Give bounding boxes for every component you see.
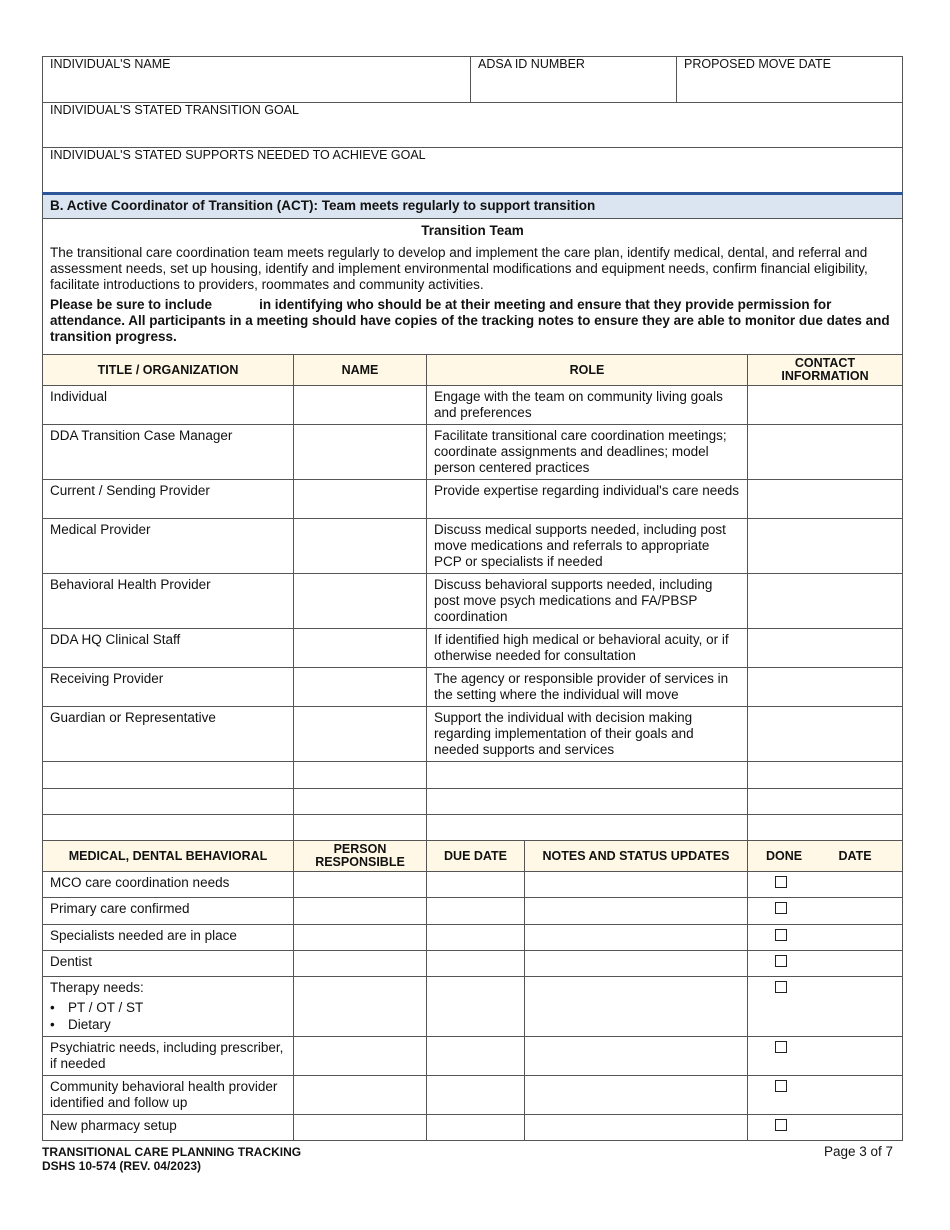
notes-cell[interactable]: [525, 1076, 748, 1115]
due-date-cell[interactable]: [427, 1076, 525, 1115]
team-role: Engage with the team on community living goals and preferences: [427, 386, 748, 425]
col-done: DONE: [766, 848, 803, 863]
team-contact-cell[interactable]: [748, 668, 903, 707]
person-responsible-cell[interactable]: [294, 977, 427, 1037]
individual-name-label: INDIVIDUAL'S NAME: [50, 57, 171, 71]
team-name-cell[interactable]: [294, 668, 427, 707]
done-cell: [748, 898, 903, 925]
medical-item: Dentist: [43, 951, 294, 977]
individual-name-field[interactable]: [43, 57, 471, 103]
done-cell: [748, 951, 903, 977]
team-name-cell[interactable]: [294, 425, 427, 480]
proposed-move-date-field[interactable]: [677, 57, 903, 103]
done-cell: [748, 872, 903, 898]
col-name: NAME: [294, 355, 427, 386]
medical-item: Community behavioral health provider identified and follow up: [43, 1076, 294, 1115]
form-number: DSHS 10-574 (REV. 04/2023): [42, 1159, 201, 1173]
transition-goal-field[interactable]: [43, 103, 903, 148]
team-title: Current / Sending Provider: [43, 480, 294, 519]
blank-name-cell[interactable]: [294, 789, 427, 815]
col-title-organization: TITLE / ORGANIZATION: [43, 355, 294, 386]
due-date-cell[interactable]: [427, 1037, 525, 1076]
supports-needed-label: INDIVIDUAL'S STATED SUPPORTS NEEDED TO ACHIEVE GOAL: [50, 148, 426, 162]
blank-contact-cell[interactable]: [748, 789, 903, 815]
team-name-cell[interactable]: [294, 707, 427, 762]
team-role: Facilitate transitional care coordination meetings; coordinate assignments and deadlines; model person centered practices: [427, 425, 748, 480]
section-b-intro: [43, 219, 903, 355]
intro-paragraph: The transitional care coordination team meets regularly to develop and implement the care plan, identify medical, dental, and referral and assessment needs, set up housing, identify and implement environmental modifications and equipment needs, confirm financial eligibility, facilitate introductions to providers, roommates and community activities.: [50, 245, 868, 292]
adsa-id-field[interactable]: [471, 57, 677, 103]
due-date-cell[interactable]: [427, 977, 525, 1037]
blank-name-cell[interactable]: [294, 815, 427, 841]
done-cell: [748, 1115, 903, 1141]
blank-role-cell[interactable]: [427, 815, 748, 841]
blank-role-cell[interactable]: [427, 789, 748, 815]
col-done-date: [748, 841, 903, 872]
done-cell: [748, 1037, 903, 1076]
table-row: [43, 977, 903, 1037]
team-contact-cell[interactable]: [748, 629, 903, 668]
table-row: [43, 1076, 903, 1115]
due-date-cell[interactable]: [427, 951, 525, 977]
done-checkbox[interactable]: [775, 902, 787, 914]
notes-cell[interactable]: [525, 1037, 748, 1076]
team-contact-cell[interactable]: [748, 386, 903, 425]
due-date-cell[interactable]: [427, 925, 525, 951]
transition-team-table: [42, 192, 903, 1141]
table-row: [43, 480, 903, 519]
therapy-needs-label: Therapy needs:: [50, 980, 144, 995]
therapy-needs-list: [50, 999, 286, 1033]
blank-role-cell[interactable]: [427, 762, 748, 789]
blank-title-cell[interactable]: [43, 789, 294, 815]
col-date: DATE: [838, 848, 872, 863]
medical-item: New pharmacy setup: [43, 1115, 294, 1141]
due-date-cell[interactable]: [427, 872, 525, 898]
medical-item: Primary care confirmed: [43, 898, 294, 925]
blank-title-cell[interactable]: [43, 762, 294, 789]
medical-item: [43, 977, 294, 1037]
table-row: [43, 1115, 903, 1141]
col-due-date: DUE DATE: [427, 841, 525, 872]
team-role: Discuss medical supports needed, including post move medications and referrals to appropriate PCP or specialists if needed: [427, 519, 748, 574]
done-checkbox[interactable]: [775, 981, 787, 993]
table-row: [43, 425, 903, 480]
done-checkbox[interactable]: [775, 955, 787, 967]
team-title: DDA HQ Clinical Staff: [43, 629, 294, 668]
team-title: Individual: [43, 386, 294, 425]
done-checkbox[interactable]: [775, 1080, 787, 1092]
done-checkbox[interactable]: [775, 876, 787, 888]
supports-needed-field[interactable]: [43, 148, 903, 193]
team-title: Medical Provider: [43, 519, 294, 574]
team-title: Guardian or Representative: [43, 707, 294, 762]
table-row: [43, 951, 903, 977]
section-b-header: B. Active Coordinator of Transition (ACT): Team meets regularly to support transition: [43, 194, 903, 219]
table-row: [43, 898, 903, 925]
blank-title-cell[interactable]: [43, 815, 294, 841]
person-responsible-cell[interactable]: [294, 1037, 427, 1076]
blank-team-row: [43, 815, 903, 841]
team-role: Provide expertise regarding individual's care needs: [427, 480, 748, 519]
col-notes-status: NOTES AND STATUS UPDATES: [525, 841, 748, 872]
form-title: TRANSITIONAL CARE PLANNING TRACKING: [42, 1145, 302, 1159]
col-contact-information: CONTACT INFORMATION: [748, 355, 903, 386]
team-contact-cell[interactable]: [748, 707, 903, 762]
transition-team-title: Transition Team: [421, 223, 524, 238]
table-row: [43, 872, 903, 898]
col-person-responsible: PERSON RESPONSIBLE: [294, 841, 427, 872]
person-responsible-cell[interactable]: [294, 1115, 427, 1141]
team-table-header: [43, 355, 903, 386]
person-responsible-cell[interactable]: [294, 925, 427, 951]
team-contact-cell[interactable]: [748, 519, 903, 574]
proposed-move-date-label: PROPOSED MOVE DATE: [684, 57, 832, 71]
team-role: If identified high medical or behavioral acuity, or if otherwise needed for consultation: [427, 629, 748, 668]
team-title: Behavioral Health Provider: [43, 574, 294, 629]
blank-contact-cell[interactable]: [748, 815, 903, 841]
table-row: [43, 925, 903, 951]
team-contact-cell[interactable]: [748, 480, 903, 519]
form-footer: [42, 1145, 301, 1173]
done-cell: [748, 1076, 903, 1115]
notes-cell[interactable]: [525, 951, 748, 977]
transition-goal-label: INDIVIDUAL'S STATED TRANSITION GOAL: [50, 103, 299, 117]
medical-table-header: [43, 841, 903, 872]
team-name-cell[interactable]: [294, 629, 427, 668]
table-row: [43, 629, 903, 668]
team-title: DDA Transition Case Manager: [43, 425, 294, 480]
team-name-cell[interactable]: [294, 480, 427, 519]
notes-cell[interactable]: [525, 872, 748, 898]
col-role: ROLE: [427, 355, 748, 386]
list-item: • Dietary: [50, 1016, 286, 1033]
table-row: [43, 1037, 903, 1076]
person-responsible-cell[interactable]: [294, 872, 427, 898]
blank-team-row: [43, 789, 903, 815]
done-checkbox[interactable]: [775, 1041, 787, 1053]
person-responsible-cell[interactable]: [294, 1076, 427, 1115]
col-medical-dental-behavioral: MEDICAL, DENTAL BEHAVIORAL: [43, 841, 294, 872]
notes-cell[interactable]: [525, 925, 748, 951]
done-checkbox[interactable]: [775, 1119, 787, 1131]
medical-item: MCO care coordination needs: [43, 872, 294, 898]
team-role: Support the individual with decision making regarding implementation of their goals and needed supports and services: [427, 707, 748, 762]
notes-cell[interactable]: [525, 898, 748, 925]
team-name-cell[interactable]: [294, 519, 427, 574]
done-cell: [748, 977, 903, 1037]
blank-contact-cell[interactable]: [748, 762, 903, 789]
due-date-cell[interactable]: [427, 1115, 525, 1141]
page-number: Page 3 of 7: [823, 1144, 893, 1159]
person-responsible-cell[interactable]: [294, 951, 427, 977]
medical-item: Specialists needed are in place: [43, 925, 294, 951]
adsa-id-label: ADSA ID NUMBER: [478, 57, 585, 71]
attendance-note: Please be sure to include in identifying who should be at their meeting and ensure that they provide permission for attendance. All participants in a meeting should have copies of the tracking notes to ensure they are able to monitor due dates and transition progress.: [50, 297, 890, 344]
blank-team-row: [43, 762, 903, 789]
due-date-cell[interactable]: [427, 898, 525, 925]
person-responsible-cell[interactable]: [294, 898, 427, 925]
team-role: The agency or responsible provider of services in the setting where the individual will move: [427, 668, 748, 707]
team-contact-cell[interactable]: [748, 574, 903, 629]
table-row: [43, 707, 903, 762]
table-row: [43, 519, 903, 574]
notes-cell[interactable]: [525, 977, 748, 1037]
done-checkbox[interactable]: [775, 929, 787, 941]
table-row: [43, 668, 903, 707]
table-row: [43, 574, 903, 629]
team-contact-cell[interactable]: [748, 425, 903, 480]
table-row: [43, 386, 903, 425]
team-role: Discuss behavioral supports needed, including post move psych medications and FA/PBSP coordination: [427, 574, 748, 629]
identification-table: [42, 56, 903, 193]
notes-cell[interactable]: [525, 1115, 748, 1141]
team-title: Receiving Provider: [43, 668, 294, 707]
blank-name-cell[interactable]: [294, 762, 427, 789]
list-item: • PT / OT / ST: [50, 999, 286, 1016]
done-cell: [748, 925, 903, 951]
team-name-cell[interactable]: [294, 386, 427, 425]
team-name-cell[interactable]: [294, 574, 427, 629]
medical-item: Psychiatric needs, including prescriber, if needed: [43, 1037, 294, 1076]
